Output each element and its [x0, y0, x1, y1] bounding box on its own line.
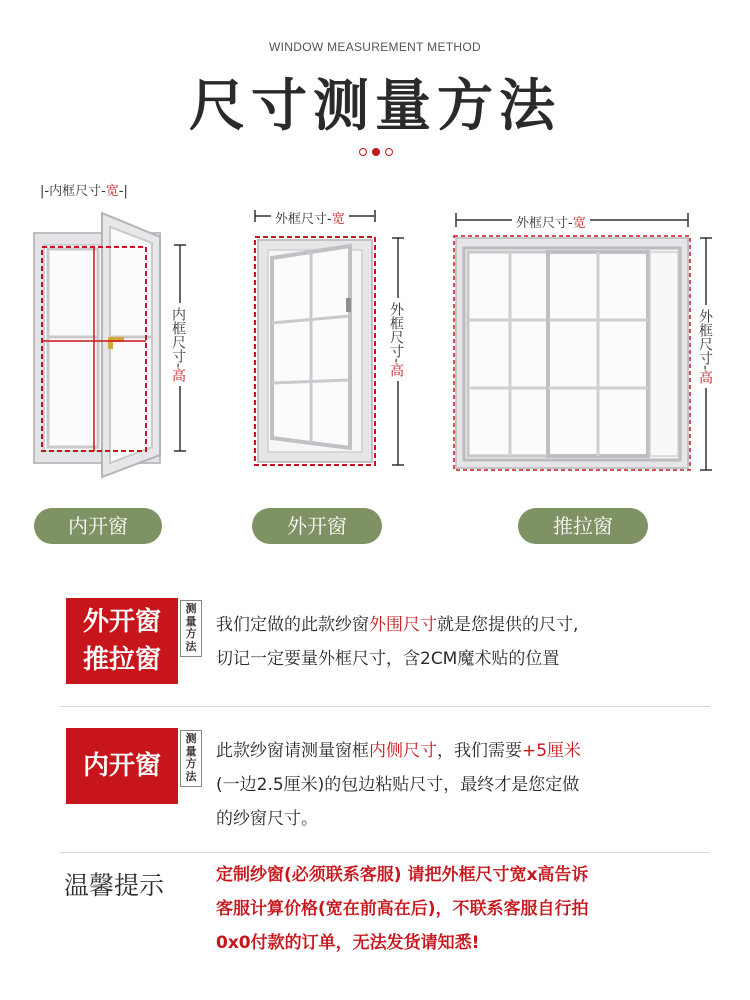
- inward-tag: 内开窗: [66, 728, 178, 804]
- section1-description: 我们定做的此款纱窗外围尺寸就是您提供的尺寸, 切记一定要量外框尺寸，含2CM魔术贴的位置: [216, 615, 579, 669]
- page-subtitle: WINDOW MEASUREMENT METHOD: [269, 40, 481, 54]
- inward-width-dimension: |-内框尺寸-宽-|: [40, 184, 128, 199]
- dot-icon: [372, 148, 380, 156]
- sliding-window-caption: 推拉窗: [518, 508, 648, 544]
- outward-window-illustration: [250, 208, 410, 473]
- sliding-window-illustration: [450, 208, 725, 478]
- dot-icon: [359, 148, 367, 156]
- dot-icon: [385, 148, 393, 156]
- sliding-height-dimension: 外框尺寸-高: [698, 305, 712, 388]
- tips-text: 定制纱窗(必须联系客服) 请把外框尺寸宽x高告诉 客服计算价格(宽在前高在后)，不联系客服自行拍 0x0付款的订单，无法发货请知悉!: [216, 865, 589, 953]
- page-title: 尺寸测量方法: [189, 74, 561, 139]
- outward-window-caption: 外开窗: [252, 508, 382, 544]
- outward-sliding-tag: 外开窗 推拉窗: [66, 598, 178, 684]
- outward-width-dimension: 外框尺寸-宽: [271, 208, 349, 227]
- decorative-dots: [359, 148, 399, 158]
- inward-window-caption: 内开窗: [34, 508, 162, 544]
- section2-description: 此款纱窗请测量窗框内侧尺寸，我们需要+5厘米 (一边2.5厘米)的包边粘贴尺寸，最终才是您定做 的纱窗尺寸。: [216, 741, 582, 829]
- inward-height-dimension: 内框尺寸-高: [171, 303, 185, 386]
- measure-method-side-label: 测 量 方 法: [180, 600, 202, 657]
- divider: [60, 706, 710, 707]
- tips-title: 温馨提示: [64, 871, 165, 900]
- divider: [60, 852, 710, 853]
- measure-method-side-label: 测 量 方 法: [180, 730, 202, 787]
- sliding-width-dimension: 外框尺寸-宽: [512, 212, 590, 231]
- outward-height-dimension: 外框尺寸-高: [389, 298, 403, 381]
